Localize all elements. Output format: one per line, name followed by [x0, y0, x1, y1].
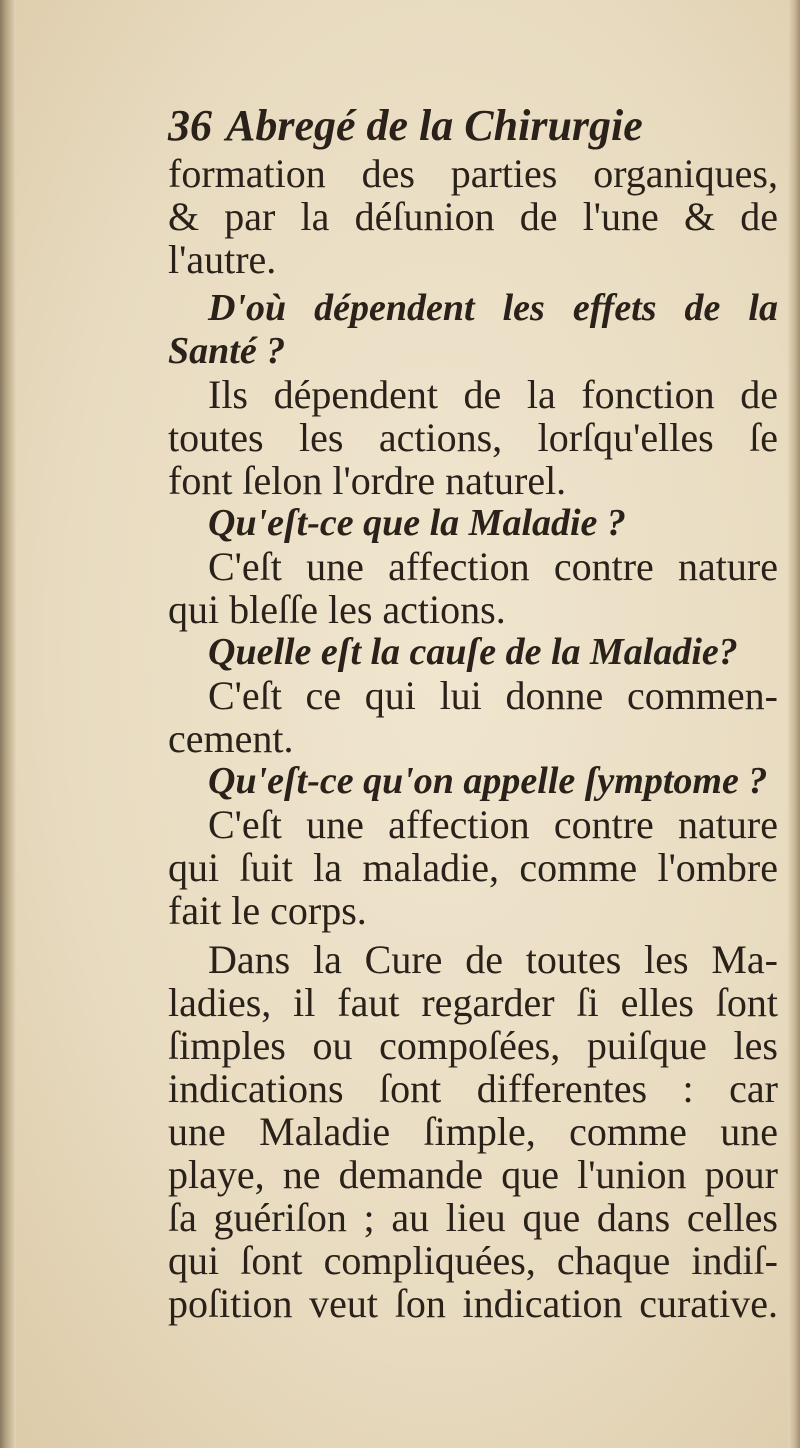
book-spine-shadow	[0, 0, 16, 1448]
paragraph-line: une Maladie ſimple, comme une	[168, 1109, 778, 1154]
answer-line: cement.	[168, 716, 294, 761]
text-block	[168, 100, 778, 1325]
text-line: formation des parties organiques,	[168, 151, 778, 196]
question-line: Santé ?	[168, 330, 286, 372]
answer-line: qui ſuit la maladie, comme l'ombre	[168, 845, 778, 890]
answer-line: fait le corps.	[168, 888, 367, 933]
question-line: Quelle eſt la cauſe de la Maladie?	[208, 631, 738, 673]
running-header	[168, 100, 778, 152]
paragraph-line: qui ſont compliquées, chaque indiſ-	[168, 1238, 778, 1283]
question-line: D'où dépendent les effets de la	[208, 287, 778, 329]
page-edge	[788, 0, 800, 1448]
answer-line: C'eſt une affection contre nature	[208, 544, 778, 589]
answer-line: font ſelon l'ordre naturel.	[168, 458, 567, 503]
running-title: Abregé de la Chirurgie	[226, 101, 643, 150]
paragraph-line: playe, ne demande que l'union pour	[168, 1152, 778, 1197]
paragraph-line: poſition veut ſon indication curative.	[168, 1281, 778, 1326]
page-number: 36	[168, 101, 212, 150]
paragraph-line: ſa guériſon ; au lieu que dans celles	[168, 1195, 778, 1240]
answer-line: Ils dépendent de la fonction de	[208, 372, 778, 417]
answer-line: C'eſt une affection contre nature	[208, 802, 778, 847]
paragraph-line: Dans la Cure de toutes les Ma-	[208, 937, 778, 982]
text-line: l'autre.	[168, 237, 277, 282]
answer-line: C'eſt ce qui lui donne commen-	[208, 673, 778, 718]
text-line: & par la déſunion de l'une & de	[168, 194, 778, 239]
answer-line: qui bleſſe les actions.	[168, 587, 506, 632]
answer-line: toutes les actions, lorſqu'elles ſe	[168, 415, 778, 460]
paragraph-line: indications ſont differentes : car	[168, 1066, 778, 1111]
question-line: Qu'eſt-ce que la Maladie ?	[208, 502, 626, 544]
paragraph-line: ſimples ou compoſées, puiſque les	[168, 1023, 778, 1068]
paragraph-line: ladies, il faut regarder ſi elles ſont	[168, 980, 778, 1025]
question-line: Qu'eſt-ce qu'on appelle ſymptome ?	[208, 760, 768, 802]
